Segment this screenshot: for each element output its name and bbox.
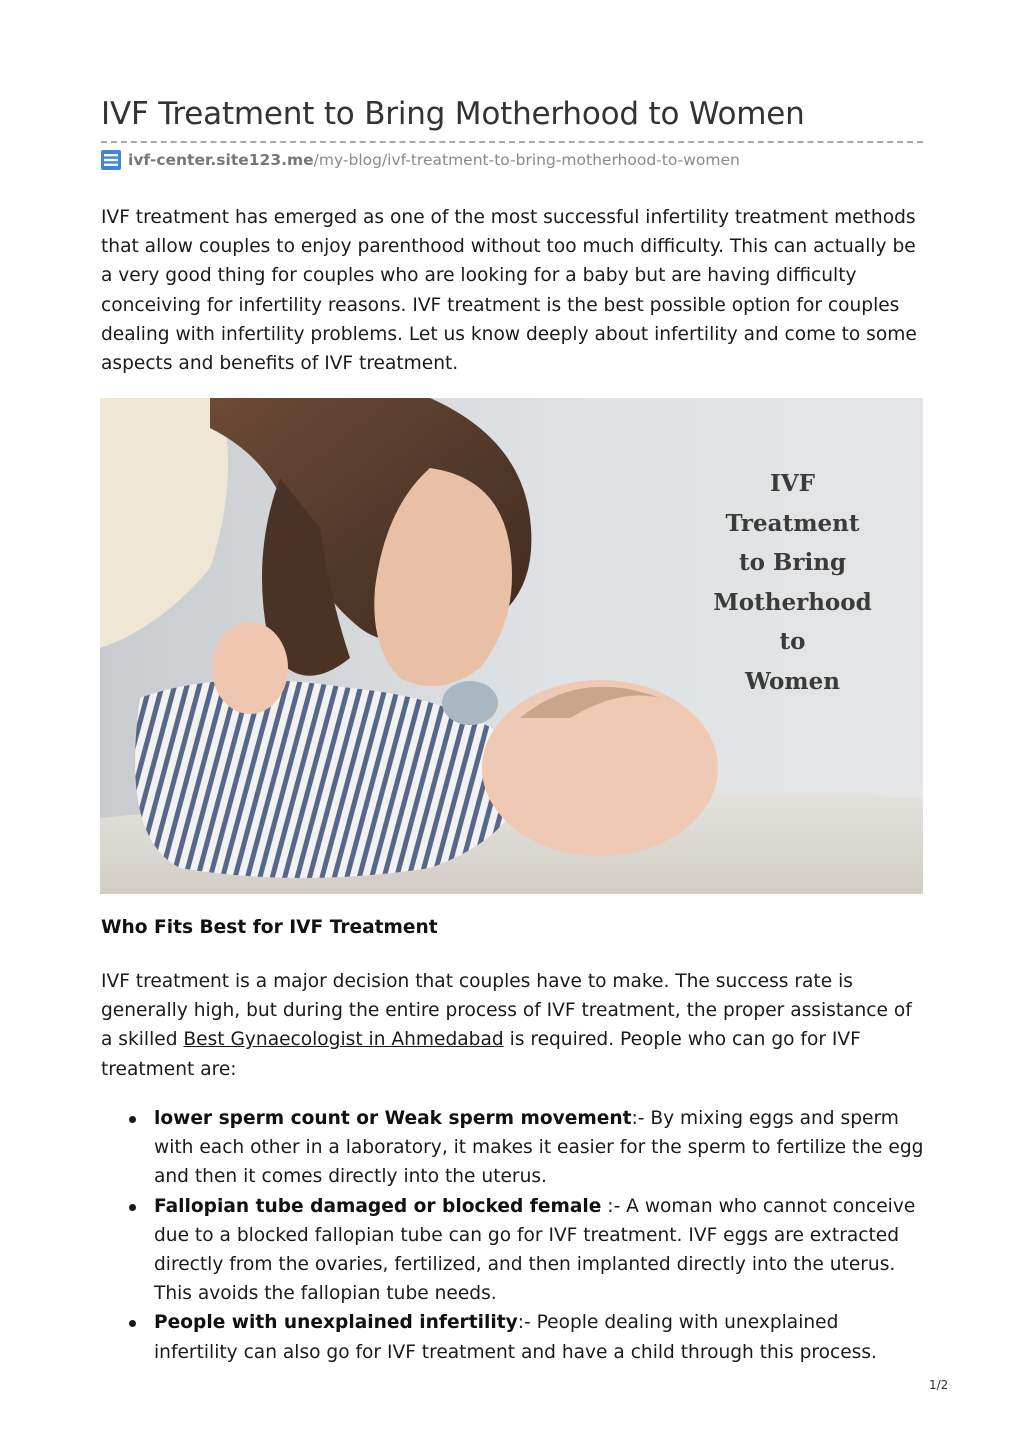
- source-url[interactable]: [101, 149, 740, 171]
- section-heading: Who Fits Best for IVF Treatment: [101, 917, 438, 938]
- list-item-text: :- People dealing with unexplained infertility can also go for IVF treatment and have a child through this process.: [154, 1312, 877, 1363]
- gynaecologist-link[interactable]: Best Gynaecologist in Ahmedabad: [183, 1029, 504, 1051]
- page-number: 1/2: [929, 1378, 949, 1392]
- hero-caption-line: Motherhood to: [713, 588, 872, 655]
- hero-caption-line: IVF Treatment: [725, 470, 860, 537]
- list-item: [101, 1308, 927, 1366]
- fit-text-before: IVF treatment is a major decision that couples have to make. The success rate is generally high, but during the entire process of IVF treatment, the proper assistance of a skilled: [101, 971, 912, 1051]
- page-title: IVF Treatment to Bring Motherhood to Women: [101, 96, 805, 132]
- source-domain[interactable]: ivf-center.site123.me: [128, 151, 314, 169]
- hero-caption-line: to Bring: [738, 549, 847, 576]
- document-icon: [101, 150, 121, 170]
- hero-caption-line: Women: [745, 667, 840, 695]
- fit-paragraph: [101, 967, 927, 1084]
- list-item-term: People with unexplained infertility: [154, 1312, 518, 1334]
- hero-image: [100, 398, 923, 894]
- hero-caption: [700, 464, 885, 701]
- list-item-term: lower sperm count or Weak sperm movement: [154, 1108, 632, 1129]
- candidate-list: [101, 1104, 927, 1367]
- source-path[interactable]: /my-blog/ivf-treatment-to-bring-motherhood-to-women: [313, 151, 740, 169]
- fit-text-after: is required. People who can go for IVF treatment are:: [101, 1029, 861, 1080]
- list-item: [101, 1192, 927, 1309]
- intro-paragraph: IVF treatment has emerged as one of the most successful infertility treatment methods that allow couples to enjoy parenthood without too much difficulty. This can actually be a very good thing for couples who are looking for a baby but are having difficulty conceiving for infertility reasons. IVF treatment is the best possible option for couples dealing with infertility problems. Let us know deeply about infertility and come to some aspects and benefits of IVF treatment.: [101, 207, 917, 375]
- list-item: [101, 1104, 927, 1192]
- title-divider: [101, 141, 923, 143]
- list-item-term: Fallopian tube damaged or blocked female: [154, 1195, 602, 1217]
- list-item-text: :- A woman who cannot conceive due to a blocked fallopian tube can go for IVF treatment. IVF eggs are extracted directly from the ovaries, fertilized, and then implanted directly into the uterus. This avoids the fallopian tube needs.: [154, 1195, 916, 1305]
- list-item-text: :- By mixing eggs and sperm with each other in a laboratory, it makes it easier for the sperm to fertilize the egg and then it comes directly into the uterus.: [154, 1108, 924, 1188]
